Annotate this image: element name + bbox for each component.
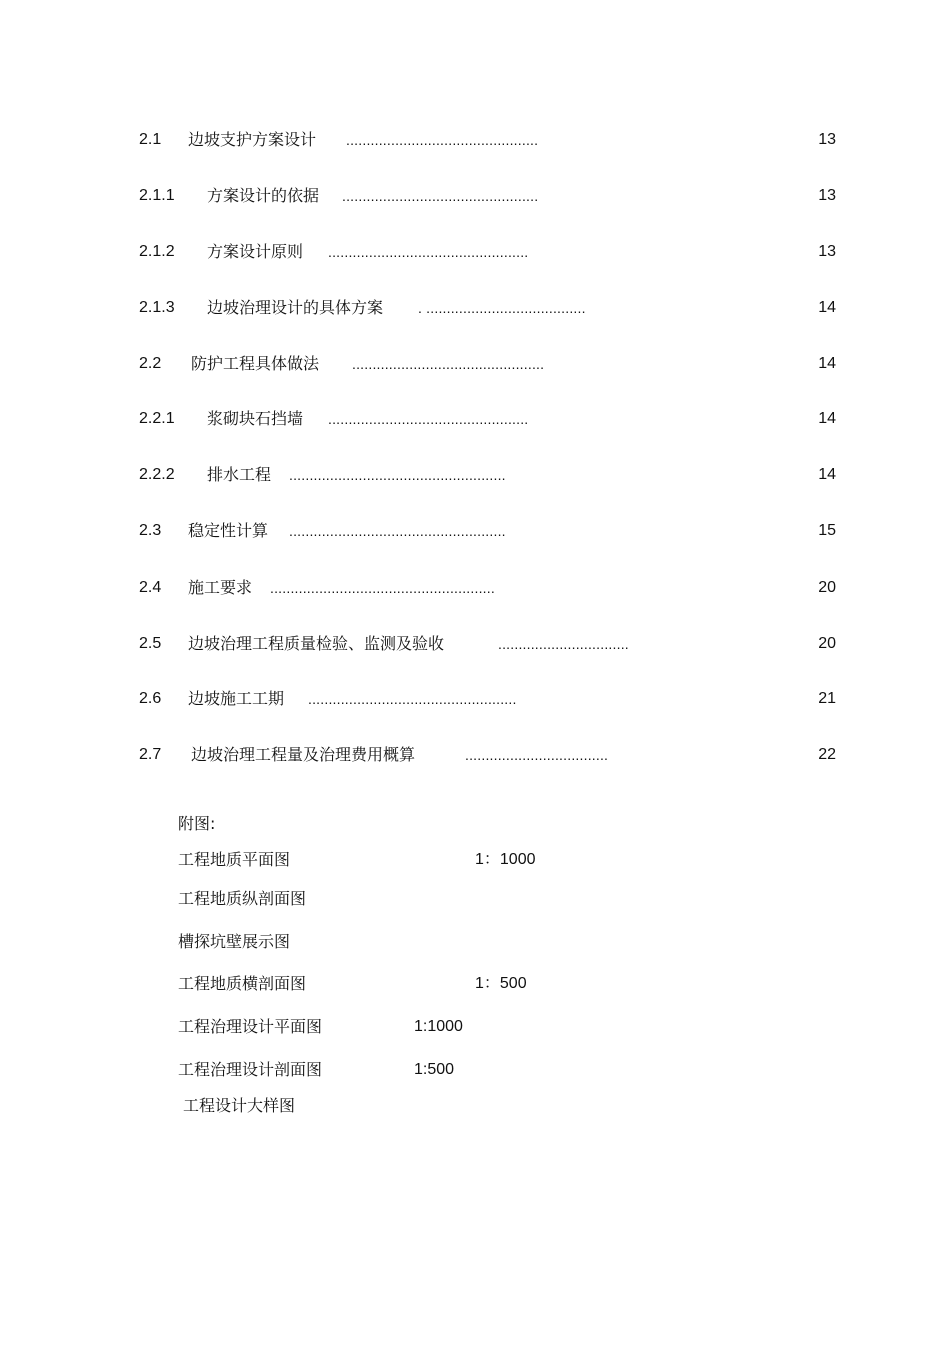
toc-title: 浆砌块石挡墙: [207, 409, 304, 428]
appendix-item: 槽探坑壁展示图: [178, 932, 291, 951]
toc-leader-dots: ...................................................: [308, 691, 517, 707]
appendix-item-scale: 1：1000: [475, 851, 536, 868]
toc-number: 2.1: [139, 131, 162, 148]
toc-entry-2-2-2[interactable]: [0, 463, 950, 487]
toc-title: 施工要求: [188, 578, 253, 597]
toc-leader-dots: .................................................: [328, 244, 529, 260]
toc-leader-dots: .......................................................: [270, 580, 495, 596]
toc-leader-dots: .....................................................: [289, 467, 506, 483]
toc-title: 边坡治理工程质量检验、监测及验收: [188, 634, 445, 653]
toc-entry-2-4[interactable]: [0, 576, 950, 600]
toc-page-number: 14: [818, 466, 836, 483]
toc-page-number: 13: [818, 243, 836, 260]
toc-entry-2-5[interactable]: [0, 632, 950, 656]
toc-number: 2.7: [139, 746, 162, 763]
toc-number: 2.1.1: [139, 187, 175, 204]
toc-page-number: 13: [818, 131, 836, 148]
toc-entry-2-1-1[interactable]: [0, 184, 950, 208]
toc-number: 2.5: [139, 635, 162, 652]
toc-leader-dots: ...................................: [465, 747, 609, 763]
toc-number: 2.2: [139, 355, 162, 372]
toc-title: 稳定性计算: [188, 521, 269, 540]
toc-entry-2-6[interactable]: [0, 687, 950, 711]
appendix-item: 工程设计大样图: [183, 1096, 296, 1115]
toc-page-number: 21: [818, 690, 836, 707]
toc-leader-dots: ...............................................: [352, 356, 545, 372]
toc-title: 排水工程: [207, 465, 272, 484]
toc-number: 2.6: [139, 690, 162, 707]
toc-number: 2.2.1: [139, 410, 175, 427]
toc-leader-dots: ................................: [498, 636, 629, 652]
toc-title: 方案设计的依据: [207, 186, 320, 205]
appendix-item-scale: 1：500: [475, 975, 527, 992]
toc-leader-dots: ...............................................: [346, 132, 539, 148]
toc-page-number: 14: [818, 299, 836, 316]
appendix-item: 工程治理设计剖面图: [178, 1060, 323, 1079]
toc-title: 防护工程具体做法: [191, 354, 320, 373]
toc-entry-2-1-2[interactable]: [0, 240, 950, 264]
toc-number: 2.1.2: [139, 243, 175, 260]
toc-number: 2.4: [139, 579, 162, 596]
appendix-item-scale: 1:1000: [414, 1018, 463, 1035]
toc-title: 边坡治理工程量及治理费用概算: [191, 745, 416, 764]
toc-page-number: 22: [818, 746, 836, 763]
toc-leader-dots: .....................................................: [289, 523, 506, 539]
toc-title: 边坡施工工期: [188, 689, 285, 708]
appendix-item: 工程地质纵剖面图: [178, 889, 307, 908]
appendix-heading: 附图:: [178, 814, 216, 833]
appendix-item-scale: 1:500: [414, 1061, 455, 1078]
appendix-item: 工程地质横剖面图: [178, 974, 307, 993]
toc-title: 边坡支护方案设计: [188, 130, 317, 149]
toc-page-number: 20: [818, 635, 836, 652]
toc-leader-dots: ................................................: [342, 188, 539, 204]
toc-title: 方案设计原则: [207, 242, 304, 261]
toc-entry-2-1[interactable]: [0, 128, 950, 152]
appendix-item: 工程治理设计平面图: [178, 1017, 323, 1036]
appendix-item: 工程地质平面图: [178, 850, 291, 869]
toc-leader-dots: .................................................: [328, 411, 529, 427]
toc-entry-2-7[interactable]: [0, 743, 950, 767]
toc-number: 2.3: [139, 522, 162, 539]
toc-entry-2-3[interactable]: [0, 519, 950, 543]
toc-entry-2-1-3[interactable]: [0, 296, 950, 320]
toc-page-number: 15: [818, 522, 836, 539]
toc-page-number: 14: [818, 355, 836, 372]
toc-number: 2.2.2: [139, 466, 175, 483]
toc-page-number: 14: [818, 410, 836, 427]
toc-entry-2-2[interactable]: [0, 352, 950, 376]
toc-page-number: 13: [818, 187, 836, 204]
toc-title: 边坡治理设计的具体方案: [207, 298, 384, 317]
toc-entry-2-2-1[interactable]: [0, 407, 950, 431]
toc-leader-dots: . .......................................: [418, 300, 586, 316]
toc-number: 2.1.3: [139, 299, 175, 316]
toc-page-number: 20: [818, 579, 836, 596]
